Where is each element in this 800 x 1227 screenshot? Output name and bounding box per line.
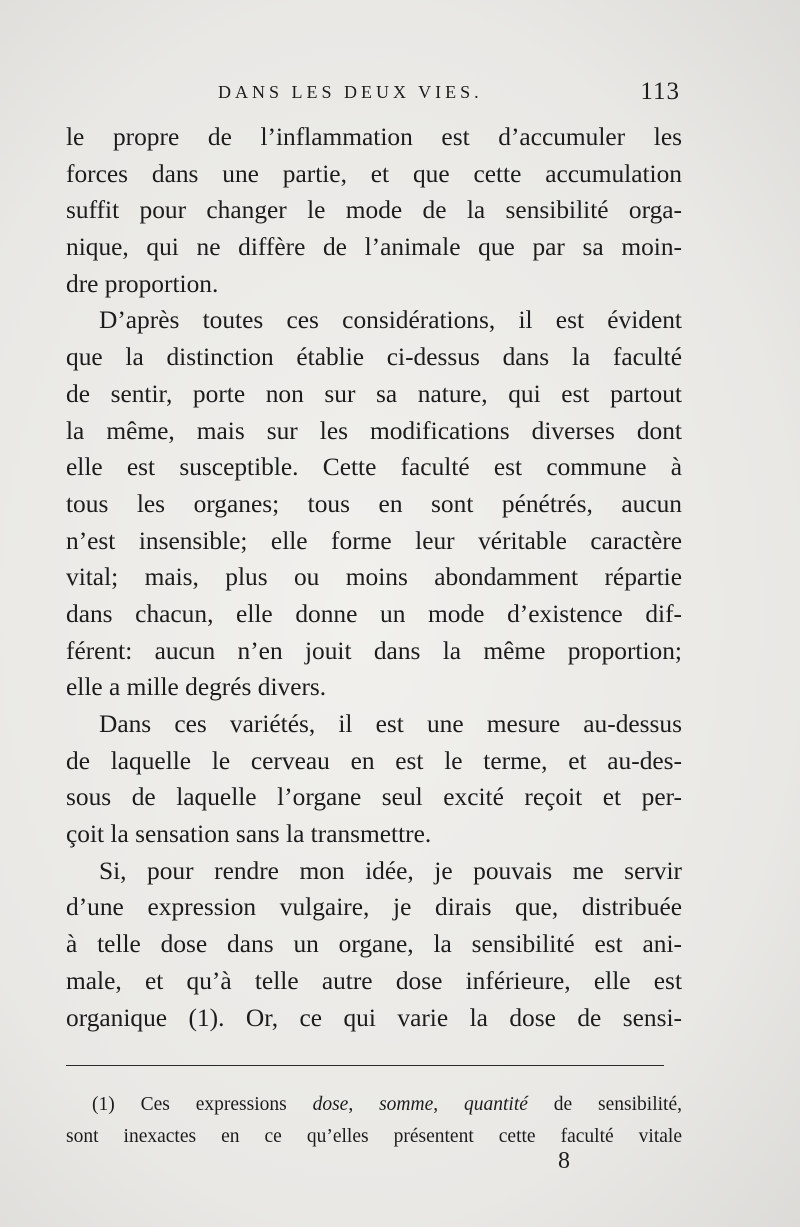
text-line: Si, pour rendre mon idée, je pouvais me servir [99, 856, 682, 885]
text-line: le propre de l’inflammation est d’accumuler les [66, 123, 682, 151]
body-text [66, 119, 682, 1036]
page-header [66, 78, 682, 112]
text-line: n’est insensible; elle forme leur véritable caractère [66, 526, 682, 555]
text-line: D’après toutes ces considérations, il est évident [99, 306, 682, 335]
signature-mark: 8 [558, 1148, 570, 1174]
text-line: à telle dose dans un organe, la sensibilité est ani- [66, 930, 682, 959]
text-line: férent: aucun n’en jouit dans la même proportion; [66, 636, 682, 665]
text-line: nique, qui ne diffère de l’animale que par sa moin- [66, 233, 682, 262]
text-line: male, et qu’à telle autre dose inférieure, elle est [66, 966, 682, 995]
text-line: suffit pour changer le mode de la sensibilité orga- [66, 196, 682, 225]
text-line: que la distinction établie ci-dessus dans la faculté [66, 343, 682, 372]
text-line: de laquelle le cerveau en est le terme, et au-des- [66, 746, 682, 775]
text-line: vital; mais, plus ou moins abondamment répartie [66, 563, 682, 592]
text-line: elle a mille degrés divers. [66, 673, 327, 702]
text-line: organique (1). Or, ce qui varie la dose de sensi- [66, 1003, 682, 1032]
running-title: DANS LES DEUX VIES. [218, 82, 483, 102]
text-line: dans chacun, elle donne un mode d’existence dif- [66, 599, 682, 628]
text-line: çoit la sensation sans la transmettre. [66, 820, 432, 849]
footnote-line: sont inexactes en ce qu’elles présentent cette faculté vitale [66, 1126, 682, 1147]
text-line: Dans ces variétés, il est une mesure au-dessus [99, 710, 682, 738]
text-line: elle est susceptible. Cette faculté est commune à [66, 453, 682, 482]
footnote-text: (1) Ces expressions [92, 1094, 313, 1115]
text-line: de sentir, porte non sur sa nature, qui est partout [66, 379, 682, 408]
text-line: dre proportion. [66, 269, 219, 298]
footnote-italic-term: somme [379, 1094, 434, 1115]
text-line: d’une expression vulgaire, je dirais que, distribuée [66, 893, 682, 922]
page-number: 113 [640, 78, 680, 105]
footnote-text: de sensibilité, [527, 1094, 683, 1115]
footnote-line [66, 1089, 682, 1121]
footnote-text: , [348, 1094, 380, 1115]
text-line: sous de laquelle l’organe seul excité reçoit et per- [66, 783, 682, 812]
footnote [66, 1089, 682, 1153]
footnote-text: , [433, 1094, 464, 1115]
footnote-italic-term: quantité [464, 1094, 528, 1115]
footnote-italic-term: dose [312, 1094, 349, 1115]
footnote-divider [66, 1065, 664, 1066]
text-line: tous les organes; tous en sont pénétrés, aucun [66, 489, 682, 518]
text-line: la même, mais sur les modifications diverses dont [66, 416, 682, 445]
text-line: forces dans une partie, et que cette accumulation [66, 159, 682, 188]
